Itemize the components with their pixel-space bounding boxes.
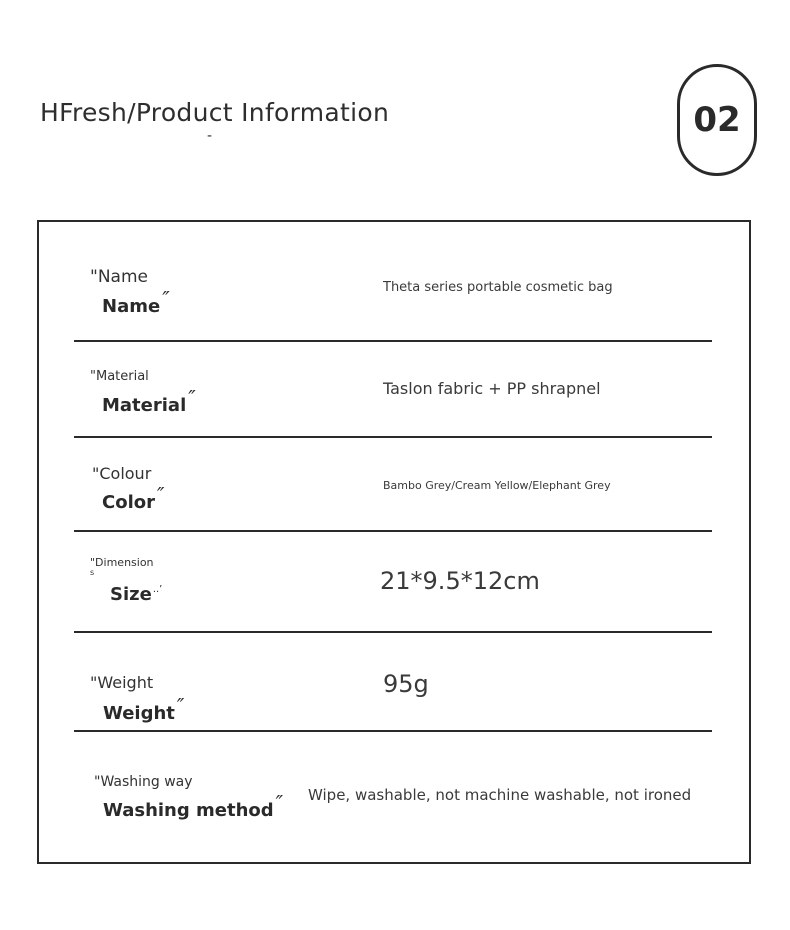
page-title: HFresh/Product Information — [40, 98, 390, 127]
quote-mark: ..’ — [152, 584, 163, 595]
row-value: Theta series portable cosmetic bag — [383, 280, 613, 295]
row-label-text: Material — [102, 395, 187, 416]
row-label-secondary: "Material — [90, 369, 149, 384]
row-label-secondary: "Washing way — [94, 774, 193, 790]
quote-mark: ″ — [188, 386, 196, 410]
row-label-primary — [102, 287, 170, 317]
quote-mark: ″ — [157, 483, 165, 507]
row-value: Bambo Grey/Cream Yellow/Elephant Grey — [383, 479, 611, 492]
product-info-table — [37, 220, 751, 864]
row-divider — [74, 530, 712, 532]
row-label-secondary: "Weight — [90, 673, 154, 692]
row-label-primary — [102, 483, 165, 513]
row-divider — [74, 340, 712, 342]
row-label-text: Washing method — [103, 800, 274, 821]
quote-mark: ″ — [176, 694, 185, 718]
row-label-text: Color — [102, 492, 155, 513]
row-label-primary — [102, 386, 196, 416]
quote-mark: ″ — [275, 791, 284, 815]
quote-mark: ″ — [162, 287, 170, 311]
row-label-secondary: "Colour — [92, 464, 152, 483]
page-number-badge: 02 — [677, 64, 757, 176]
row-label-primary — [103, 694, 185, 724]
row-divider — [74, 436, 712, 438]
row-label-secondary-wrap: s — [90, 568, 95, 577]
row-value: 95g — [383, 670, 429, 698]
row-divider — [74, 730, 712, 732]
title-dash: - — [207, 128, 213, 144]
row-label-secondary: "Name — [90, 267, 148, 287]
row-label-text: Size — [110, 584, 152, 605]
row-label-primary — [110, 584, 162, 605]
row-label-secondary: "Dimension — [90, 556, 154, 569]
row-value: 21*9.5*12cm — [380, 567, 540, 595]
row-label-text: Name — [102, 296, 161, 317]
row-value: Wipe, washable, not machine washable, not ironed — [308, 786, 692, 804]
row-value: Taslon fabric + PP shrapnel — [383, 379, 601, 398]
row-label-text: Weight — [103, 703, 175, 724]
row-label-primary — [103, 791, 284, 821]
row-divider — [74, 631, 712, 633]
